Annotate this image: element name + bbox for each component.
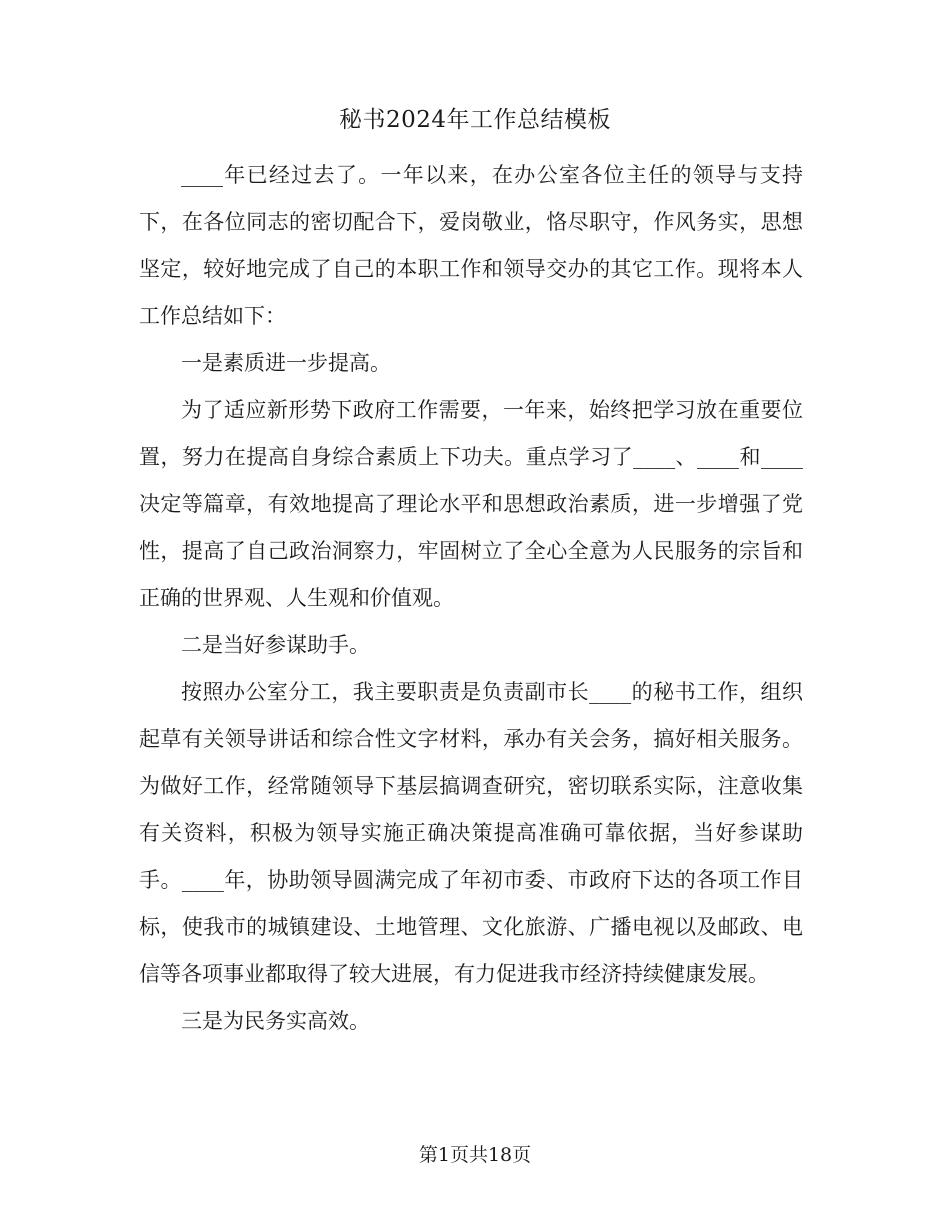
paragraph-section-2: 按照办公室分工，我主要职责是负责副市长____的秘书工作，组织起草有关领导讲话和综合性文字材料，承办有关会务，搞好相关服务。为做好工作，经常随领导下基层搞调查研究，密切联系实际，注意收集有关资料，积极为领导实施正确决策提高准确可靠依据，当好参谋助手。____年，协助领导圆满完成了年初市委、市政府下达的各项工作目标，使我市的城镇建设、土地管理、文化旅游、广播电视以及邮政、电信等各项事业都取得了较大进展，有力促进我市经济持续健康发展。 bbox=[139, 680, 803, 986]
document-title: 秘书2024年工作总结模板 bbox=[338, 107, 612, 133]
heading-section-2: 二是当好参谋助手。 bbox=[181, 633, 370, 657]
paragraph-section-1: 为了适应新形势下政府工作需要，一年来，始终把学习放在重要位置，努力在提高自身综合素质上下功夫。重点学习了____、____和____决定等篇章，有效地提高了理论水平和思想政治素质，进一步增强了党性，提高了自己政治洞察力，牢固树立了全心全意为人民服务的宗旨和正确的世界观、人生观和价值观。 bbox=[139, 398, 803, 610]
heading-section-1: 一是素质进一步提高。 bbox=[181, 351, 391, 375]
document-body bbox=[139, 152, 803, 1045]
heading-section-3: 三是为民务实高效。 bbox=[181, 1009, 370, 1033]
page-number-footer: 第1页共18页 bbox=[418, 1144, 532, 1166]
paragraph-intro: ____年已经过去了。一年以来，在办公室各位主任的领导与支持下，在各位同志的密切配合下，爱岗敬业，恪尽职守，作风务实，思想坚定，较好地完成了自己的本职工作和领导交办的其它工作。现将本人工作总结如下： bbox=[139, 163, 803, 328]
